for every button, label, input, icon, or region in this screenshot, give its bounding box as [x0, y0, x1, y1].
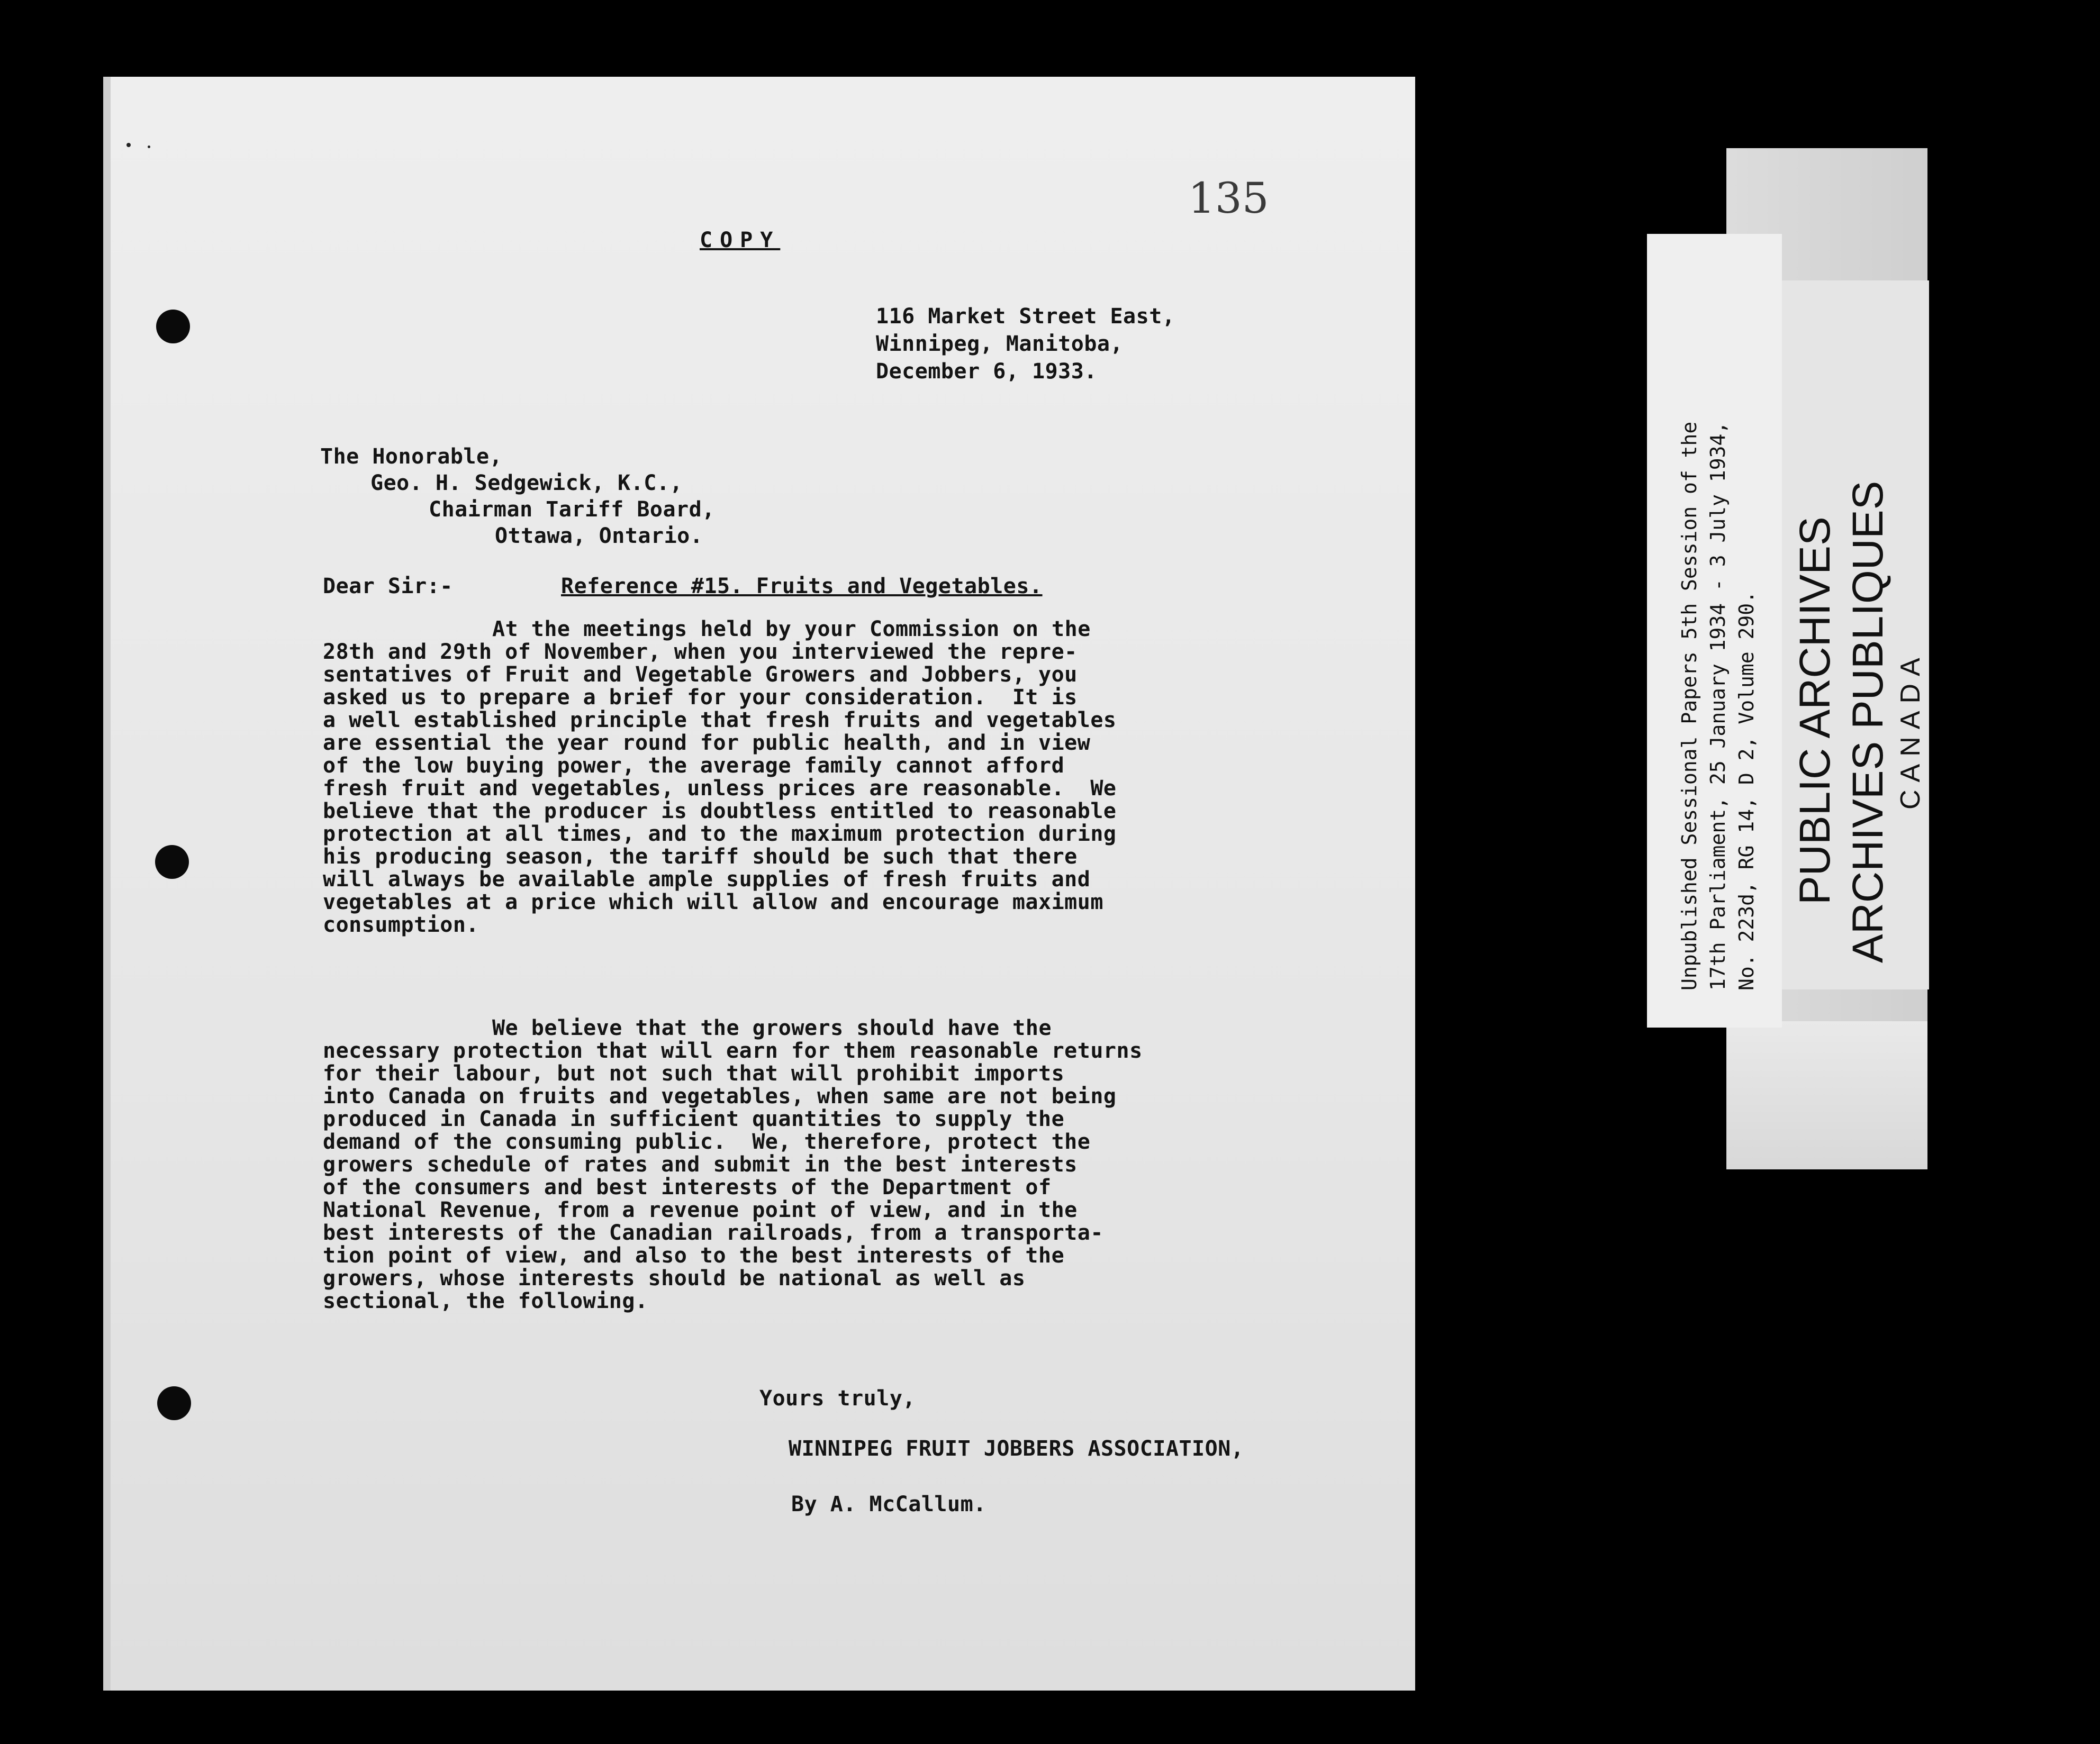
- paragraph-line: growers, whose interests should be national as well as: [323, 1266, 1026, 1291]
- paragraph-line: a well established principle that fresh fruits and vegetables: [323, 708, 1117, 732]
- salutation: Dear Sir:-: [323, 574, 453, 598]
- archive-stamp-tab: [1781, 280, 1929, 989]
- paragraph-line: are essential the year round for public health, and in view: [323, 731, 1091, 755]
- paragraph-line: best interests of the Canadian railroads, from a transporta-: [323, 1221, 1103, 1245]
- paper-speck: [148, 146, 150, 148]
- page-number: 135: [1188, 174, 1269, 223]
- archive-stamp-line: CANADA: [1895, 650, 1926, 810]
- paragraph-line: National Revenue, from a revenue point of view, and in the: [323, 1198, 1078, 1222]
- paragraph-line: demand of the consuming public. We, therefore, protect the: [323, 1130, 1091, 1154]
- reference-line: Reference #15. Fruits and Vegetables.: [561, 574, 1043, 598]
- paragraph-line: sectional, the following.: [323, 1289, 648, 1313]
- archive-label-line: No. 223d, RG 14, D 2, Volume 290.: [1735, 591, 1758, 991]
- recipient-line: Geo. H. Sedgewick, K.C.,: [370, 471, 683, 495]
- archive-label-line: Unpublished Sessional Papers 5th Session of the: [1678, 421, 1701, 991]
- paragraph-line: necessary protection that will earn for them reasonable returns: [323, 1039, 1143, 1063]
- archive-stamp-line: ARCHIVES PUBLIQUES: [1844, 480, 1892, 963]
- signature-line: By A. McCallum.: [791, 1492, 986, 1516]
- paragraph-line: protection at all times, and to the maximum protection during: [323, 822, 1117, 846]
- paragraph-line: produced in Canada in sufficient quantities to supply the: [323, 1107, 1065, 1131]
- address-line: Winnipeg, Manitoba,: [876, 332, 1124, 356]
- punch-hole: [155, 845, 189, 879]
- paragraph-line: 28th and 29th of November, when you interviewed the repre-: [323, 640, 1078, 664]
- paragraph-line: sentatives of Fruit and Vegetable Growers and Jobbers, you: [323, 662, 1078, 687]
- paragraph-line: growers schedule of rates and submit in the best interests: [323, 1152, 1078, 1177]
- paragraph-line: of the consumers and best interests of the Department of: [323, 1175, 1052, 1200]
- archive-label-line: 17th Parliament, 25 January 1934 - 3 July 1934,: [1706, 421, 1730, 991]
- paragraph-line: his producing season, the tariff should be such that there: [323, 844, 1078, 869]
- paragraph-line: of the low buying power, the average family cannot afford: [323, 753, 1065, 778]
- paragraph-line: believe that the producer is doubtless entitled to reasonable: [323, 799, 1117, 823]
- paragraph-line: into Canada on fruits and vegetables, when same are not being: [323, 1084, 1117, 1109]
- closing: Yours truly,: [759, 1386, 916, 1411]
- paragraph-line: tion point of view, and also to the best interests of the: [323, 1243, 1065, 1268]
- address-line: 116 Market Street East,: [876, 304, 1175, 329]
- paper-speck: [126, 143, 131, 147]
- paragraph-line: At the meetings held by your Commission on the: [492, 617, 1091, 641]
- paragraph-line: consumption.: [323, 913, 479, 937]
- paragraph-line: asked us to prepare a brief for your consideration. It is: [323, 685, 1078, 710]
- recipient-line: Ottawa, Ontario.: [495, 524, 703, 548]
- recipient-line: Chairman Tariff Board,: [429, 497, 715, 522]
- archive-stamp-line: PUBLIC ARCHIVES: [1791, 516, 1839, 905]
- date-line: December 6, 1933.: [876, 359, 1097, 384]
- organization-name: WINNIPEG FRUIT JOBBERS ASSOCIATION,: [789, 1437, 1244, 1461]
- punch-hole: [156, 310, 190, 343]
- punch-hole: [157, 1386, 191, 1420]
- archive-label-tab: [1647, 234, 1782, 1028]
- recipient-line: The Honorable,: [320, 444, 503, 469]
- paragraph-line: fresh fruit and vegetables, unless prices are reasonable. We: [323, 776, 1117, 801]
- copy-header: COPY: [700, 228, 781, 252]
- paragraph-line: will always be available ample supplies of fresh fruits and: [323, 867, 1091, 892]
- paragraph-line: for their labour, but not such that will prohibit imports: [323, 1061, 1065, 1086]
- paragraph-line: We believe that the growers should have the: [492, 1016, 1052, 1040]
- paragraph-line: vegetables at a price which will allow and encourage maximum: [323, 890, 1103, 914]
- archive-tab-edge: [1726, 1021, 1927, 1169]
